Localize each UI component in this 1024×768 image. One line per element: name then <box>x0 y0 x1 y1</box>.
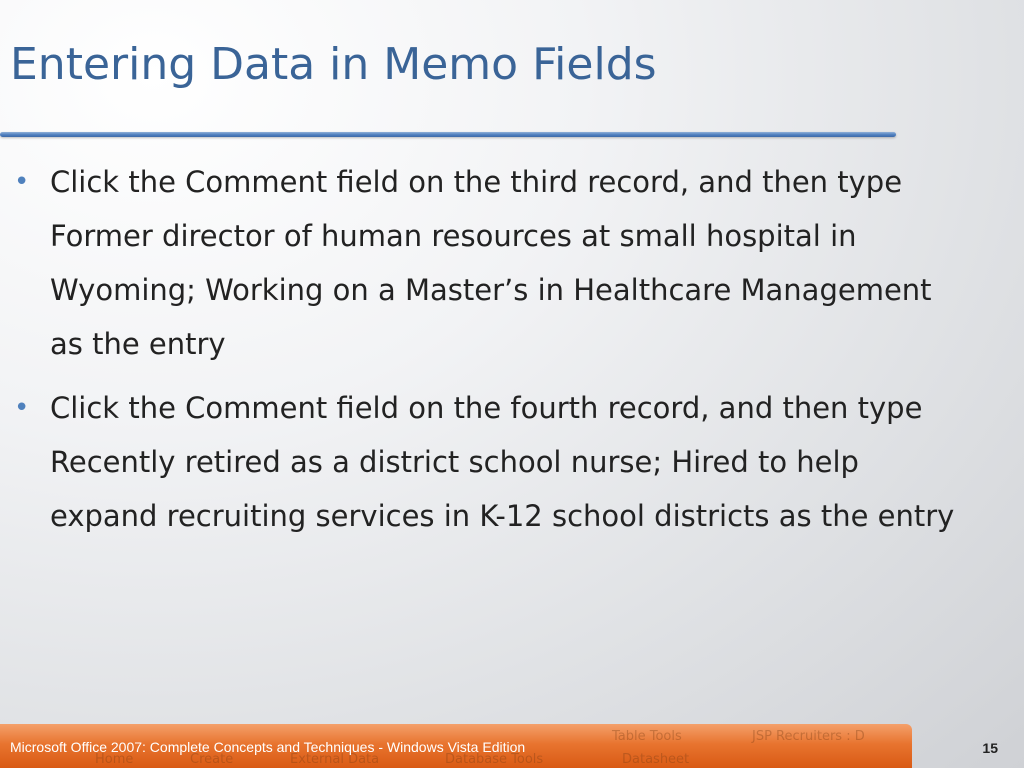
footer-text: Microsoft Office 2007: Complete Concepts and Techniques - Windows Vista Edition <box>10 739 526 755</box>
ghost-ribbon-tab: Create <box>190 752 234 767</box>
footer-bar <box>0 724 912 768</box>
ghost-ribbon-tab: Home <box>95 752 134 767</box>
ghost-ribbon-tab: Database Tools <box>445 752 544 767</box>
bullet-list <box>10 155 970 553</box>
ghost-window-title: JSP Recruiters : D <box>752 729 865 744</box>
bullet-item <box>10 155 970 371</box>
bullet-icon: • <box>14 393 30 423</box>
bullet-text: Click the Comment field on the third record, and then type Former director of human resources at small hospital in Wyoming; Working on a Master’s in Healthcare Management as the entry <box>50 165 932 361</box>
bullet-item <box>10 381 970 543</box>
ghost-context-label: Table Tools <box>612 729 682 744</box>
bullet-icon: • <box>14 167 30 197</box>
ghost-ribbon-tab: Datasheet <box>622 752 690 767</box>
page-number: 15 <box>982 740 998 756</box>
ghost-ribbon-tab: External Data <box>290 752 380 767</box>
bullet-text: Click the Comment field on the fourth record, and then type Recently retired as a district school nurse; Hired to help expand recruiting services in K-12 school districts as the entry <box>50 391 955 533</box>
slide-title: Entering Data in Memo Fields <box>10 39 657 90</box>
title-divider <box>0 132 896 137</box>
